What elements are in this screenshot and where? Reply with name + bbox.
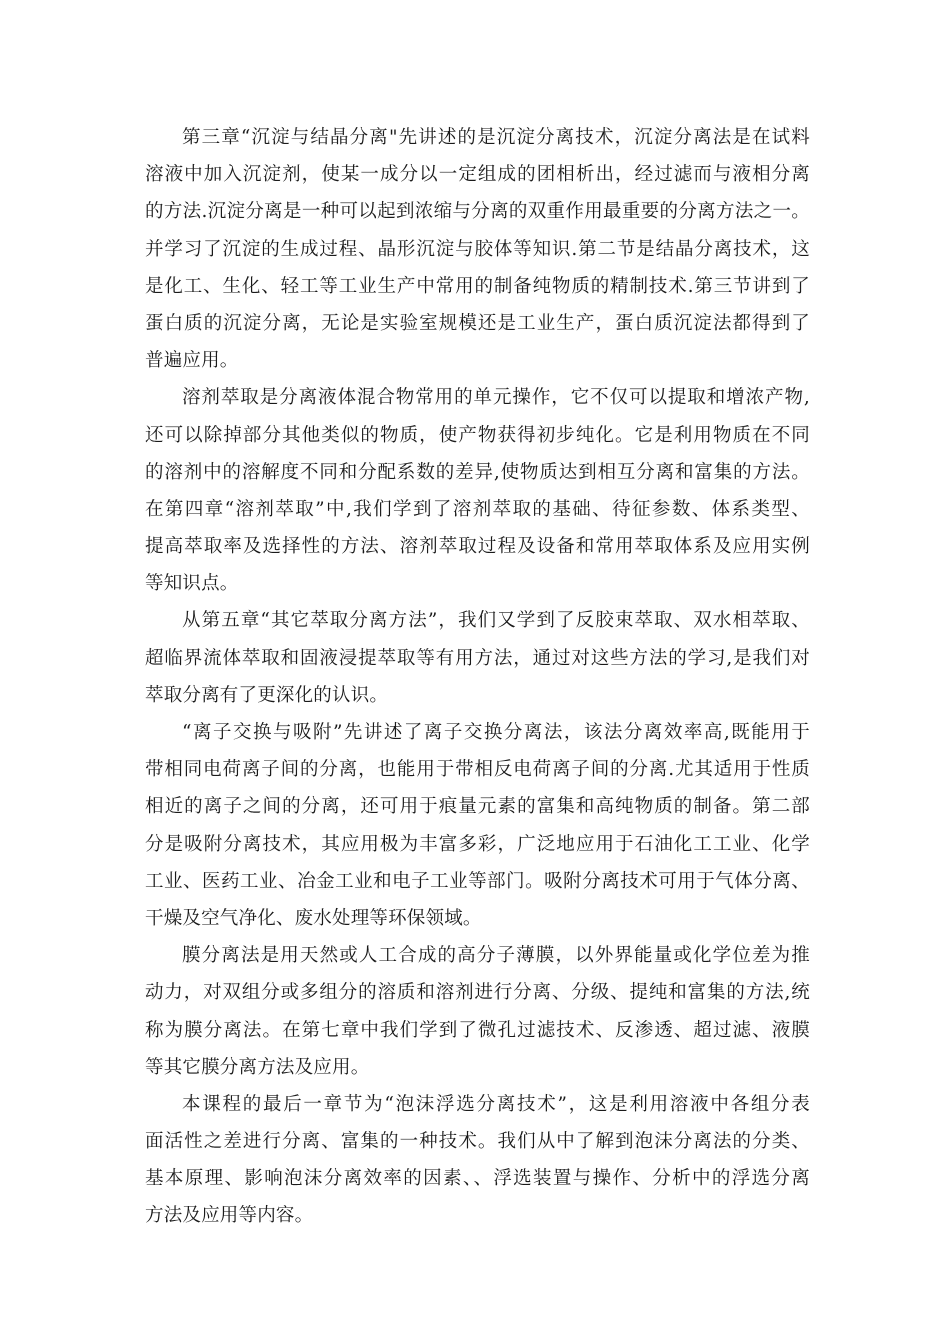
text-line: 普遍应用。 — [145, 350, 239, 372]
text-line: 等其它膜分离方法及应用。 — [145, 1056, 370, 1078]
paragraph-ion-exchange-adsorption — [145, 714, 810, 937]
paragraph-solvent-extraction — [145, 379, 810, 602]
text-line: “离子交换与吸附”先讲述了离子交换分离法，该法分离效率高,既能用于 — [182, 722, 810, 743]
text-line: 第三章“沉淀与结晶分离"先讲述的是沉淀分离技术，沉淀分离法是在试料 — [182, 127, 810, 148]
paragraph-other-extraction-methods — [145, 602, 810, 714]
text-line: 在第四章“溶剂萃取”中,我们学到了溶剂萃取的基础、待征参数、体系类型、 — [145, 498, 810, 520]
text-line: 方法及应用等内容。 — [145, 1205, 314, 1227]
text-line: 动力，对双组分或多组分的溶质和溶剂进行分离、分级、提纯和富集的方法,统 — [145, 982, 810, 1004]
text-line: 干燥及空气净化、废水处理等环保领域。 — [145, 907, 482, 929]
text-line: 本课程的最后一章节为“泡沫浮选分离技术”，这是利用溶液中各组分表 — [182, 1093, 810, 1115]
paragraph-foam-flotation — [145, 1086, 810, 1235]
text-line: 分是吸附分离技术，其应用极为丰富多彩，广泛地应用于石油化工工业、化学 — [145, 833, 810, 855]
text-line: 等知识点。 — [145, 573, 239, 595]
text-line: 称为膜分离法。在第七章中我们学到了微孔过滤技术、反渗透、超过滤、液膜 — [145, 1019, 810, 1041]
paragraph-membrane-separation — [145, 937, 810, 1086]
text-line: 从第五章“其它萃取分离方法”，我们又学到了反胶束萃取、双水相萃取、 — [182, 610, 810, 632]
text-line: 的方法.沉淀分离是一种可以起到浓缩与分离的双重作用最重要的分离方法之一。 — [145, 201, 810, 223]
text-line: 蛋白质的沉淀分离，无论是实验室规模还是工业生产，蛋白质沉淀法都得到了 — [145, 312, 810, 334]
text-line: 工业、医药工业、冶金工业和电子工业等部门。吸附分离技术可用于气体分离、 — [145, 870, 810, 892]
text-line: 超临界流体萃取和固液浸提萃取等有用方法，通过对这些方法的学习,是我们对 — [145, 647, 810, 669]
text-line: 面活性之差进行分离、富集的一种技术。我们从中了解到泡沫分离法的分类、 — [145, 1131, 810, 1153]
text-line: 还可以除掉部分其他类似的物质，使产物获得初步纯化。它是利用物质在不同 — [145, 424, 810, 446]
text-line: 提高萃取率及选择性的方法、溶剂萃取过程及设备和常用萃取体系及应用实例 — [145, 536, 810, 558]
text-line: 溶液中加入沉淀剂，使某一成分以一定组成的团相析出，经过滤而与液相分离 — [145, 164, 810, 186]
document-body — [145, 119, 810, 1235]
text-line: 的溶剂中的溶解度不同和分配系数的差异,使物质达到相互分离和富集的方法。 — [145, 461, 810, 483]
text-line: 基本原理、影响泡沫分离效率的因素、、浮选装置与操作、分析中的浮选分离 — [145, 1168, 810, 1190]
text-line: 并学习了沉淀的生成过程、晶形沉淀与胶体等知识.第二节是结晶分离技术，这 — [145, 238, 810, 260]
paragraph-precipitation-crystallization — [145, 119, 810, 379]
text-line: 是化工、生化、轻工等工业生产中常用的制备纯物质的精制技术.第三节讲到了 — [145, 275, 810, 297]
text-line: 带相同电荷离子间的分离，也能用于带相反电荷离子间的分离.尤其适用于性质 — [145, 759, 810, 781]
text-line: 膜分离法是用天然或人工合成的高分子薄膜，以外界能量或化学位差为推 — [182, 945, 810, 967]
text-line: 溶剂萃取是分离液体混合物常用的单元操作，它不仅可以提取和增浓产物, — [182, 387, 810, 409]
text-line: 萃取分离有了更深化的认识。 — [145, 684, 389, 706]
text-line: 相近的离子之间的分离，还可用于痕量元素的富集和高纯物质的制备。第二部 — [145, 796, 810, 818]
